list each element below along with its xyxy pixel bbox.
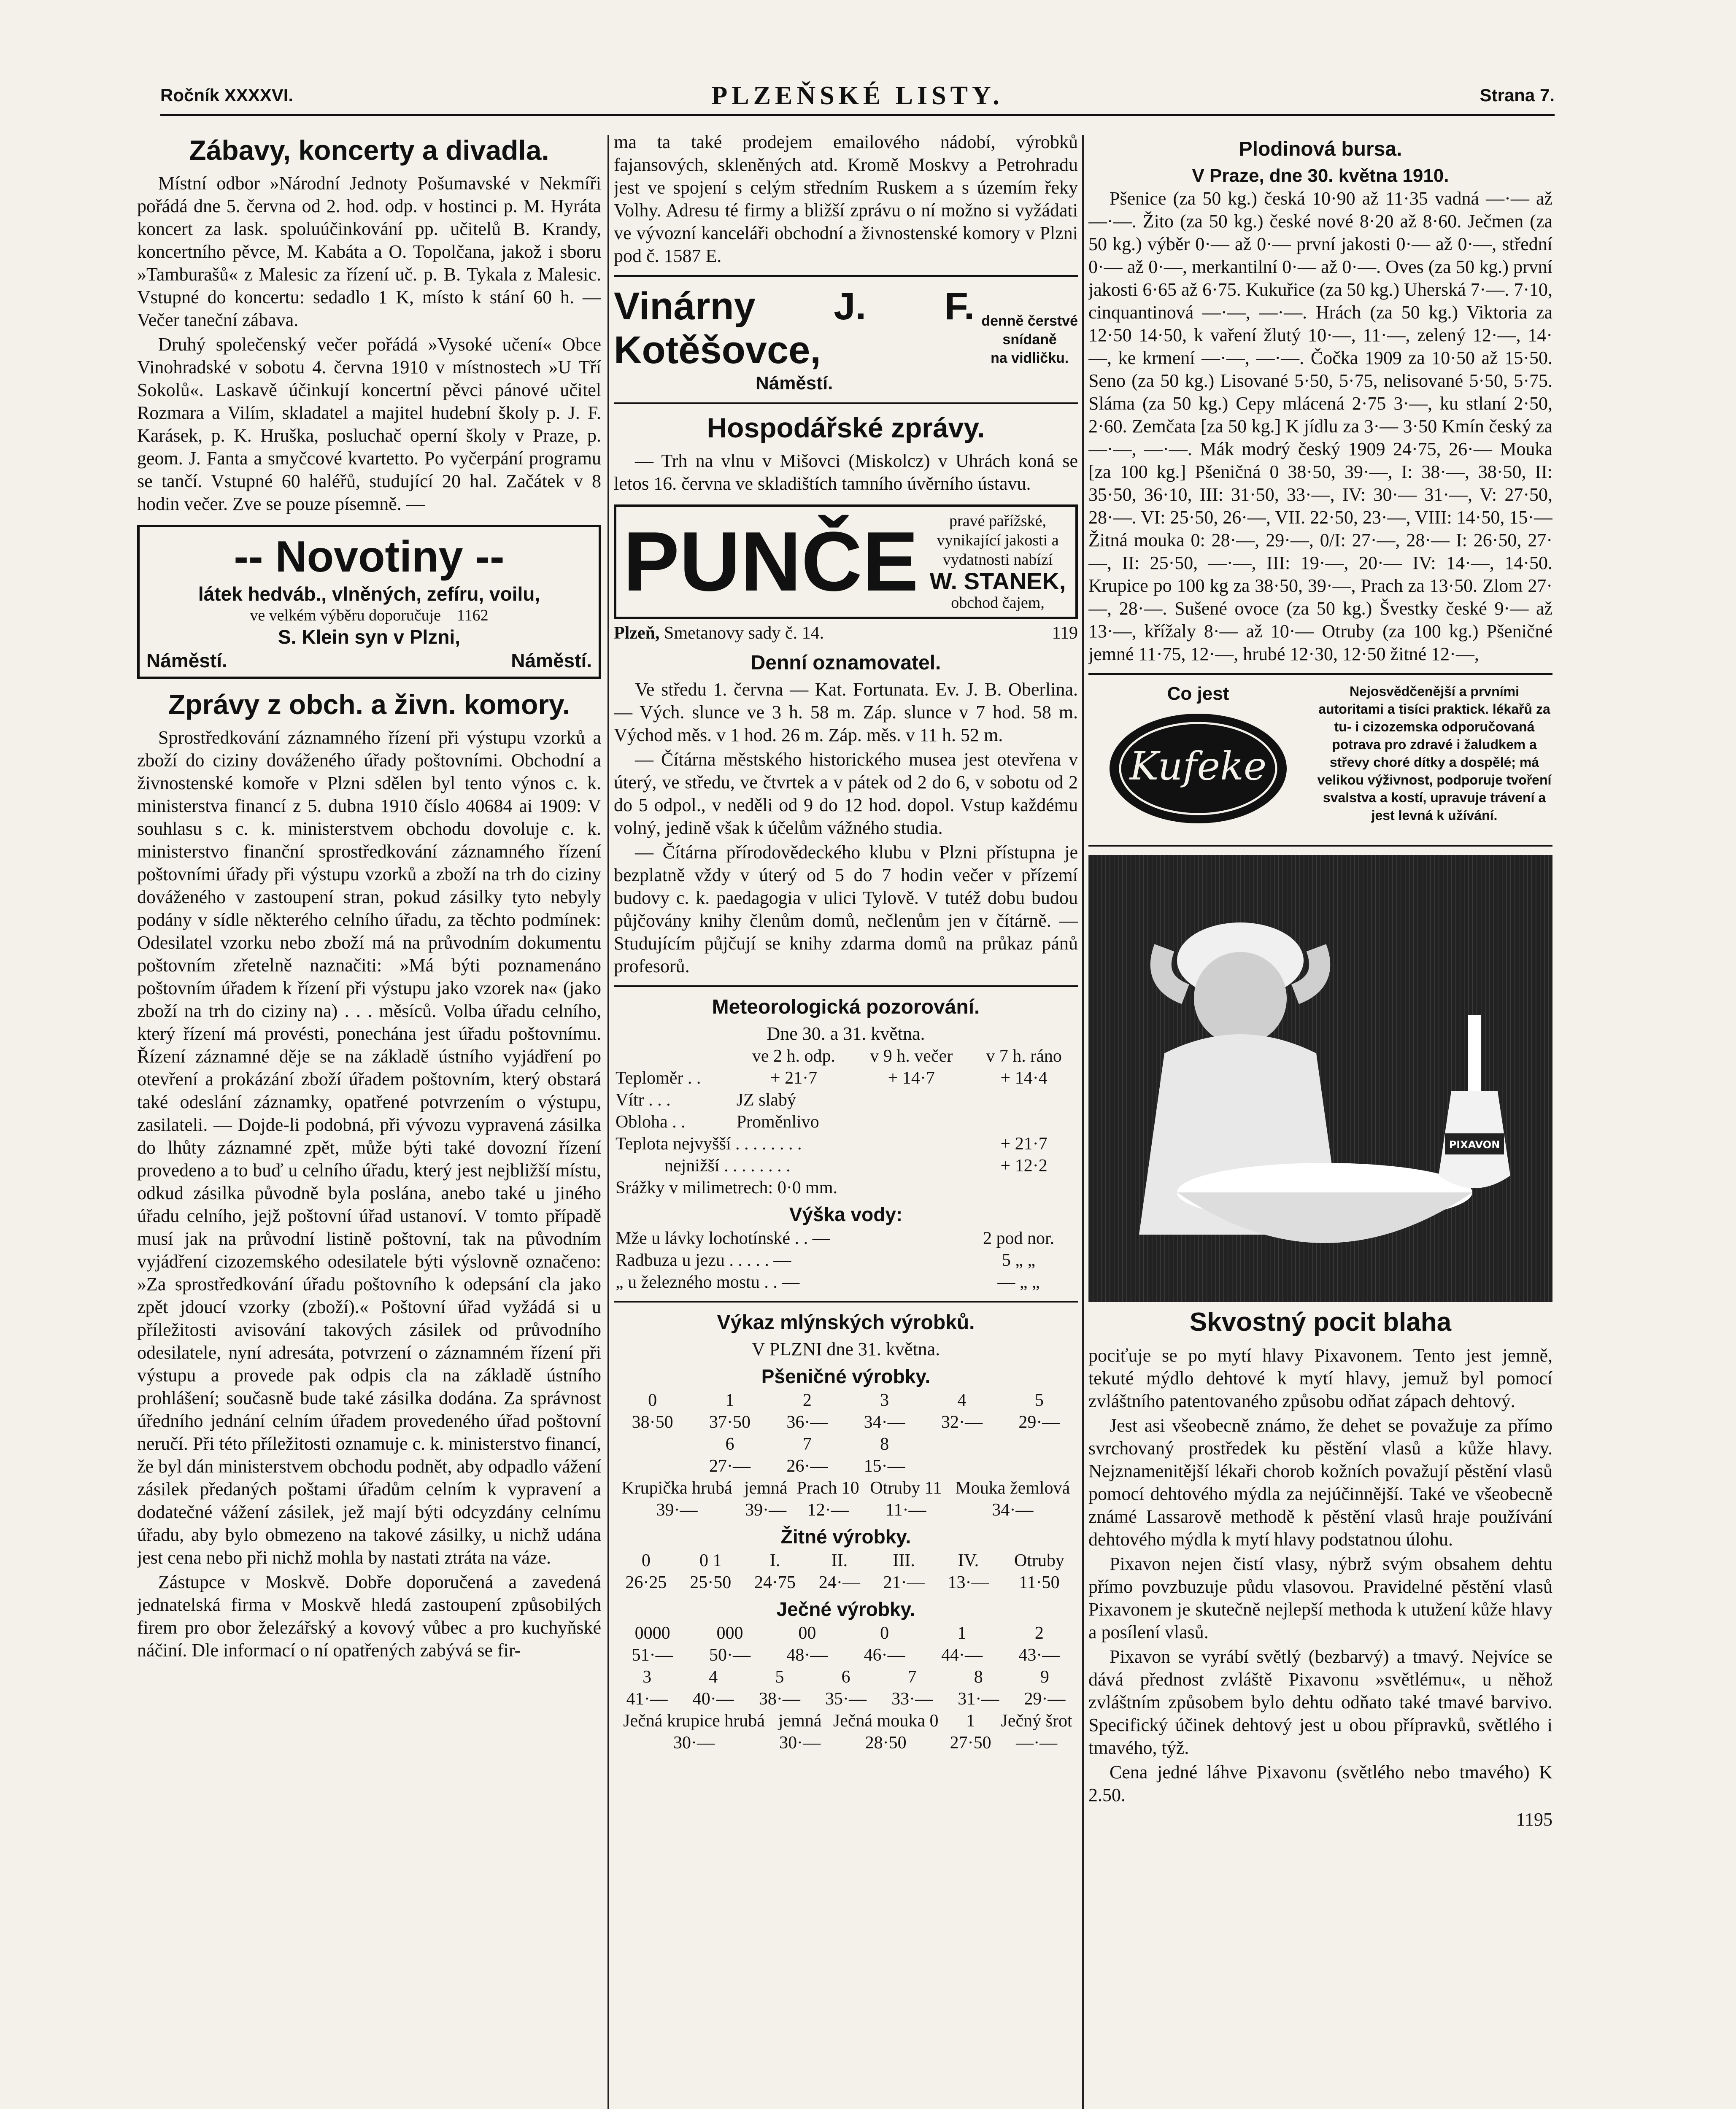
table-row: Krupička hrubá jemná Prach 10 Otruby 11 Mouka žemlová [621,1478,1070,1498]
mill-subtitle: Pšeničné výrobky. [761,1365,931,1387]
table-row: 41·— 40·— 38·— 35·— 33·— 31·— 29·— [626,1689,1066,1709]
table-row: 27·— 26·— 15·— [709,1456,905,1476]
mill-subtitle: Žitné výrobky. [780,1526,911,1548]
column-1 [137,131,601,2109]
advert-address: Náměstí. [511,650,592,672]
bursa-date: V Praze, dne 30. května 1910. [1192,165,1449,186]
water-table [614,1227,1078,1293]
column-2 [614,131,1078,2109]
mill-date: V PLZNI dne 31. května. [751,1339,940,1359]
article-paragraph: ma ta také prodejem emailového nádobí, výrobků fajansových, skleněných atd. Kromě Moskvy a Petrohradu jest ve spojení s celým středním Ruskem a s územím řeky Volhy. Adresu té firmy a bližší zprávu o ní možno si vyžádati ve vývozní kanceláři obchodní a živnostenské komory v Plzni pod č. 1587 E. [614,132,1078,266]
mill-table-wheat [614,1389,1078,1477]
table-row: Obloha . . Proměnlivo [616,1112,819,1132]
table-row: Teplota nejvyšší . . . . . . . . + 21·7 [616,1134,1048,1154]
article-paragraph: Pšenice (za 50 kg.) česká 10·90 až 11·35 vadná —·— až —·—. Žito (za 50 kg.) české nové 8·20 až 8·60. Ječmen (za 50 kg.) výběr 0·— až 0·— první jakosti 0·— až 0·—, střední 0·— až 0·—, merkantilní 0·— až 0·—. Oves (za 50 kg.) první jakosti 6·65 až 6·75. Kukuřice (za 50 kg.) Uherská 7·—. 7·10, cinquantinová —·—, —·—. Hrách (za 50 kg.) Viktoria za 12·50 14·50, k vaření žlutý 10·—, 11·—, zelený 12·—, 14·—, ke krmení —·—, —·—. Čočka 1909 za 10·50 až 15·50. Seno (za 50 kg.) Lisované 5·50, 5·75, nelisované 5·50, 5·75. Sláma (za 50 kg.) Cepy mlácená 2·75 3·—, ku stlaní 2·50, 2·60. Zemčata [za 50 kg.] K jídlu za 3·— 3·50 Kmín český za —·—, —·—. Mák modrý český 1909 24·75, 26·— Mouka [za 100 kg.] Pšeničná 0 38·50, 39·—, I: 38·—, 38·50, II: 35·50, 36·10, III: 31·50, 33·—, IV: 30·— 31·—, V: 27·50, 28·—. VI: 25·50, 26·—, VII. 22·50, 23·—, VIII: 14·50, 15·— Žitná mouka 0: 28·—, 29·—, 0/I: 27·—, 28·— I: 26·50, 27·—, II: 25·50, —·—, III: 19·—, 20·— IV: 14·—, 14·50. Krupice po 100 kg za 38·50, 39·—, Prach za 13·50. Zlom 27·—, 28·—. Sušené ovoce (za 50 kg.) Švestky české 9·— až 13·—, křížaly 8·— až 10·— Otruby (za 100 kg.) Pšeničné jemné 11·75, 12·—, hrubé 12·30, 12·50 žitné 12·—, [1088,188,1552,664]
advert-city: Plzeň, [614,623,660,643]
table-row: 0000 000 00 0 1 2 [634,1624,1044,1643]
table-row: nejnižší . . . . . . . . + 12·2 [664,1156,1048,1176]
article-paragraph: Místní odbor »Národní Jednoty Pošumavské v Nekmíři pořádá dne 5. června od 2. hod. odp. v hostinci p. M. Hyráta koncert za lask. spoluúčinkování pp. učitelů B. Krandy, koncertního pěvce, M. Kabáta a O. Topolčana, jakož i sboru »Tamburašů« z Malesic za řízení uč. p. B. Tykala z Malesic. Vstupné do koncertu: sedadlo 1 K, místo k stání 60 h. — Večer taneční zábava. [137,173,601,330]
article-paragraph: Sprostředkování záznamného řízení při výstupu vzorků a zboží do ciziny dováženého úřady poštovními. Obchodní a živnostenské komoře v Plzni sdělen byl tento výnos c. k. ministerstva financí z 5. dubna 1910 číslo 40684 ai 1909: V souhlasu s c. k. ministerstvem obchodu dovoluje c. k. ministerstvo finanční sprostředkování záznamného řízení poštovními úřady při výstupu vzorků a zboží na trh do ciziny dováženého v zastoupení stran, pokud zásilky tyto nebyly podány v sídle některého celního úřadu, za těchto podmínek: Odesilatel vzorku nebo zboží má na průvodním dokumentu poštovním zřetelně naznačiti: »Má býti poznamenáno poštovním úřadem k řízení při výstupu jako vzorek na« (jako zboží na trh do ciziny na) . . . měsíců. Volba úřadu celního, který řízení má provésti, ponechána jest úřadu poštovnímu. Řízení záznamné děje se na základě ústního vyjádření po otevření a prokázání zboží úřadem poštovním, který obstará také odeslání záznamky, opatřené potvrzením o výstupu, zasilateli. — Dojde-li podobná, při vývozu vypravená zásilka do lhůty záznamné zpět, může býti také dovozní řízení provedeno a to buď u celního úřadu, který jest nejbližší místu, odkud zásilka původně byla poslána, anebo také u jiného úřadu celního, jejž poštovní úřad ustanoví. V tomto případě musí jak na průvodní listině poštovní, tak na původním vyjádření cizozemského odesilatele býti výslovně označeno: »Za sprostředkování úřadu poštovního k odepsání cla jako zpět jdoucí vzorky (zboží).« Poštovní úřad vyžádá si u příležitosti avisování takových zásilek od průvodního odesilatele, nyní adresáta, potvrzení o záznamném řízení při výstupu a provede pak odpis cla na základě ústního prohlášení; současně bude také zásilka dodána. Za správnost úředního jednání celním úřadem provedeného úřad poštovní neručí. Při této příležitosti oznamuje c. k. ministerstvo financí, že byl dán ministerstvem obchodu podnět, aby odpadlo vážení zásilek předaných poštami úřadům celním k vypravení a dodatečné vážení zásilek, jež mají býti odcyzdány celnímu úřadu, aby bylo obmezeno na takové zásilky, u nichž udána jest cena nebo při nichž mohla by nastati ztráta na váze. [137,727,601,1568]
advert-headline: PUNČE [623,515,919,609]
pixavon-title: Skvostný pocit blaha [1189,1308,1452,1337]
advert-line: pravé pařížské, vynikající jakosti a vydatnosti nabízí [937,512,1059,569]
table-row: 6 7 8 [725,1435,889,1454]
table-row: 26·25 25·50 24·75 24·— 21·— 13·— 11·50 [625,1573,1060,1592]
advert-vinarny [614,284,1078,395]
table-row: 30·— 30·— 28·50 27·50 —·— [673,1733,1058,1753]
advert-firm: S. Klein syn v Plzni, [278,626,460,648]
advert-line: ve velkém výběru doporučuje [250,607,441,624]
advert-line: na vidličku. [991,350,1069,366]
mill-subtitle: Ječné výrobky. [776,1598,915,1620]
article-paragraph: Pixavon nejen čistí vlasy, nýbrž svým obsahem dehtu přímo povzbuzuje půdu vlasovou. Pravidelné pěstění vlasů Pixavonem je skutečně nejlepší methoda k utužení kůže hlavy a posílení vlasů. [1088,1553,1552,1642]
meteo-date: Dne 30. a 31. května. [767,1023,925,1044]
advert-number: 119 [1052,623,1078,643]
mill-table-rye [614,1550,1078,1594]
section-title-entertainment: Zábavy, koncerty a divadla. [189,135,549,166]
article-paragraph: Pixavon se vyrábí světlý (bezbarvý) a tmavý. Nejvíce se dává přednost zvláště Pixavonu »světlému«, u něhož zvláštním způsobem bylo dehtu odňato také tmavé barvivo. Specifický účinek dehtový jest u obou přípravků, světlého i tmavého, týž. [1088,1646,1552,1758]
advert-number: 1195 [1516,1809,1552,1830]
advert-number: 1162 [457,607,489,624]
article-paragraph: Ve středu 1. června — Kat. Fortunata. Ev. J. B. Oberlina. — Vých. slunce ve 3 h. 58 m. Záp. slunce v 7 hod. 58 m. Východ měs. v 1 hod. 26 m. Záp. měs. v 11 h. 52 m. [614,679,1078,745]
mill-table-barley [614,1622,1078,1666]
advert-line: obchod čajem, [951,594,1045,612]
column-3 [1088,131,1552,2109]
table-row: Radbuza u jezu . . . . . — 5 „ „ [616,1251,1036,1270]
article-paragraph: Jest asi všeobecně známo, že dehet se považuje za přímo svrchovaný prostředek ku pěstění vlasů a kůže hlavy. Nejznamenitější lékaři chorob kožních považují pěstění vlasů pomocí dehtového mýdla za nejúčinnější. Také ve všeobecně známé Lassarově methodě k pěstění vlasů hraje používání dehtového mýdla k mytí hlavy podstatnou úlohu. [1088,1415,1552,1550]
advert-firm: W. STANEK, [929,568,1066,594]
table-row: 51·— 50·— 48·— 46·— 44·— 43·— [632,1645,1060,1665]
article-paragraph: — Čítárna městského historického musea jest otevřena v úterý, ve středu, ve čtvrtek a v pátek od 2 do 6, v sobotu od 2 do 5 odpol., v neděli od 9 do 12 hod. dopol. Vstup každému volný, jedině však k účelům vážného studia. [614,749,1078,838]
table-row: „ u železného mostu . . — — „ „ [616,1273,1040,1292]
section-title-meteo: Meteorologická pozorování. [712,996,980,1018]
article-paragraph: pociťuje se po mytí hlavy Pixavonem. Tento jest jemně, tekuté mýdlo dehtové k mytí hlavy, jemuž byl pomocí zvláštního patentovaného způsobu odňat zápach dehtový. [1088,1345,1552,1411]
volume-label: Ročník XXXXVI. [160,85,294,105]
table-row: Teploměr . . + 21·7 + 14·7 + 14·4 [616,1068,1048,1088]
advert-headline: -- Novotiny -- [234,532,505,581]
advert-punce [614,504,1078,619]
mill-table-barley-3 [614,1710,1078,1754]
meteo-header: v 7 h. ráno [986,1046,1062,1066]
table-row: 3 4 5 6 7 8 9 [643,1667,1049,1687]
section-title-chamber: Zprávy z obch. a živn. komory. [168,689,570,720]
page-number: Strana 7. [1480,85,1555,105]
pixavon-bottle-label: PIXAVON [1449,1139,1500,1151]
mill-table-barley-2 [614,1666,1078,1710]
table-row: Ječná krupice hrubá jemná Ječná mouka 0 1 Ječný šrot [623,1711,1072,1731]
advert-kufeke [1088,682,1552,837]
water-title: Výška vody: [789,1203,903,1225]
advert-address: Náměstí. [755,373,833,394]
advert-text: Nejosvědčenější a prvními autoritami a tisíci praktick. lékařů za tu- i cizozemska odporučovaná potrava pro zdravé i žaludkem a střevy choré dítky a dospělé; má velikou výživnost, podporuje tvoření svalstva a kostí, upravuje trávení a jest levná k užívání. [1317,684,1552,823]
column-divider [607,135,609,2109]
table-row: 0 0 1 I. II. III. IV. Otruby [641,1551,1064,1570]
article-paragraph: — Čítárna přírodovědeckého klubu v Plzni přístupna je bezplatně vždy v úterý od 5 do 7 hodin večer v přízemí budovy c. k. paedagogia v ulici Tylově. V tutéž dobu budou půjčovány knihy členům domů, nečlenům jen v čítárně. — Studujícím půjčují se knihy zdarma domů na průkaz pánů profesorů. [614,842,1078,976]
advert-headline: Vinárny J. F. Kotěšovce, [614,285,975,372]
meteo-header: v 9 h. večer [870,1046,953,1066]
advert-address: Smetanovy sady č. 14. [664,623,824,643]
advert-line: látek hedváb., vlněných, zefíru, voilu, [198,583,540,605]
table-row: Mže u lávky lochotínské . . — 2 pod nor. [616,1229,1055,1248]
page-header [160,80,1555,116]
kufeke-logo-text: Kufeke [1129,744,1267,789]
advert-novotiny [137,525,601,679]
article-paragraph: Druhý společenský večer pořádá »Vysoké učení« Obce Vinohradské v sobotu 4. června 1910 v místnostech »U Tří Sokolů«. Laskavě účinkují koncertní pěvci pánové učitel Rozmara a Vilím, skladatel a majitel hudební školy p. J. F. Karásek, p. K. Hruška, posluchač operní školy v Praze, p. geom. J. Fanta a smyčcové kvartetto. Po vyčerpání programu se tančí. Vstupné 60 haléřů, studující 20 hal. Začátek v 8 hodin večer. Zve se pouze písemně. — [137,334,601,514]
advert-line: snídaně [1002,332,1057,348]
advert-line: Co jest [1167,683,1229,704]
table-row: Vítr . . . JZ slabý [616,1090,796,1110]
section-title-mill: Výkaz mlýnských výrobků. [717,1311,975,1334]
section-title-daily: Denní oznamovatel. [751,652,941,674]
meteo-header: ve 2 h. odp. [752,1046,836,1066]
article-paragraph: Cena jedné láhve Pixavonu (světlého nebo tmavého) K 2.50. [1088,1762,1552,1805]
article-paragraph: — Trh na vlnu v Mišovci (Miskolcz) v Uhrách koná se letos 16. června ve skladištích tamního úvěrního ústavu. [614,450,1078,494]
advert-address: Náměstí. [146,650,227,672]
table-row: Srážky v milimetrech: 0·0 mm. [616,1178,838,1197]
pixavon-illustration [1088,855,1552,1302]
table-row: 0 1 2 3 4 5 [648,1391,1044,1410]
column-divider [1082,135,1084,2109]
advert-line: denně čerstvé [981,313,1078,329]
table-row: 38·50 37·50 36·— 34·— 32·— 29·— [632,1413,1060,1432]
table-row: 39·— 39·— 12·— 11·— 34·— [656,1500,1034,1520]
article-paragraph: Zástupce v Moskvě. Dobře doporučená a zavedená jednatelská firma v Moskvě hledá zastoupení způsobilých firem pro obor železářský a kovový vůbec a pro kuchyňské náčiní. Dle informací o ní opatřených zabývá se fir- [137,1572,601,1661]
mill-table-semolina [614,1477,1078,1521]
section-title-economy: Hospodářské zprávy. [707,412,985,443]
newspaper-title: PLZEŇSKÉ LISTY. [711,81,1004,110]
meteo-table [614,1045,1078,1199]
section-title-bursa: Plodinová bursa. [1239,138,1402,160]
kufeke-logo [1101,705,1295,832]
